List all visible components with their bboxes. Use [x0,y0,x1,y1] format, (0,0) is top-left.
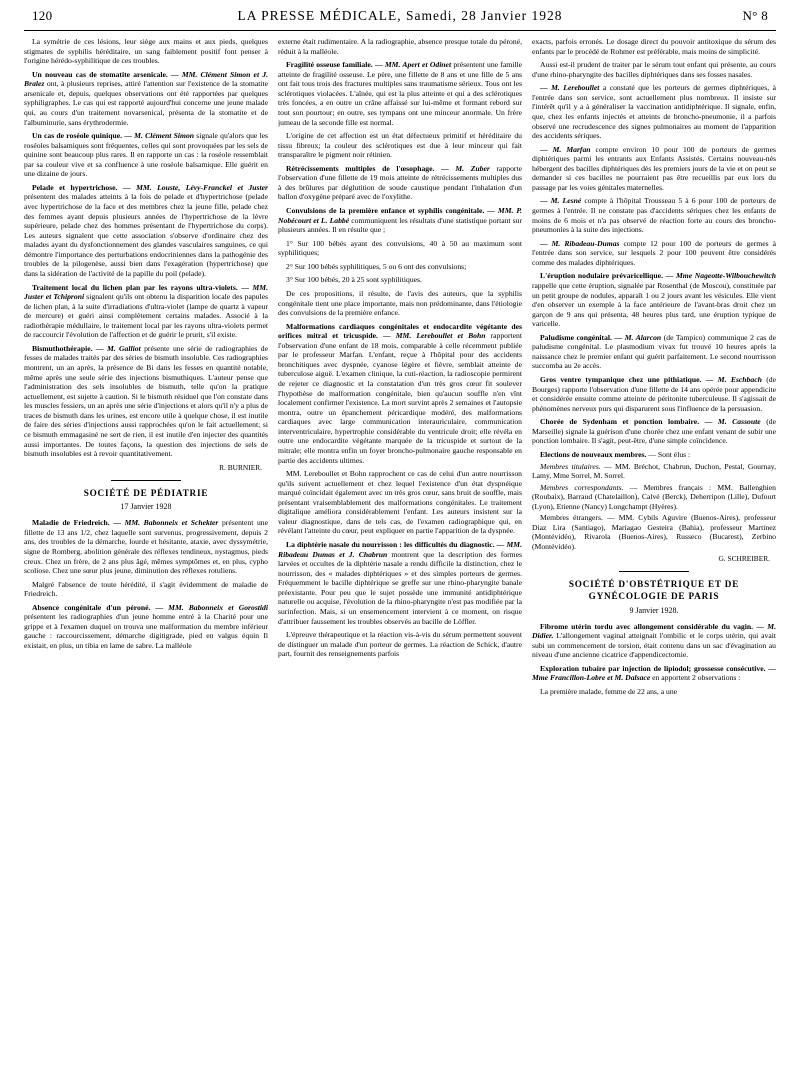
entry-text: (de Bourges) rapporte l'observation d'une fillette de 14 ans opérée pour appendicite et considérée ensuite comme atteinte de péritonite tuberculeuse. Il s'agissait de phénomènes nerveux purs qui disparurent sous l'influence de la persuasion. [532,375,776,413]
entry-text: présentent des malades atteints à la fois de pelade et d'hypertrichose (pelade avec hypertrichose de la face et des membres chez la jeune fille, pelade chez des femmes ayant depuis plusieurs années de l'hypertrichose de la lèvre supérieure, pelade chez des hommes présentant de l'hypertrichose du corps). Les auteurs signalent que cette association s'observe d'ordinaire chez des malades ayant du dysfonctionnement des glandes vasculaires sanguines, ce qui démontre l'importance des perturbations endocriniennes dans la pathogénie des troubles de la pilogenèse, aussi bien dans l'exagération (hypertrichose) que dans la sidération de l'activité de la papille du poil (pelade). [24,192,268,278]
entry-perone [24,603,268,651]
entry-text: — Sont élus : [648,449,691,459]
paragraph: L'origine de cet affection est un état défectueux primitif et héréditaire du tissu fibreux; la couleur des sclérotiques est due à leur minceur qui fait transparaître le pigment noir rétinien. [278,131,522,160]
entry-authors: — MM. Babonneix et Schekter [113,518,219,528]
entry-text: L'allongement vaginal atteignait l'ombilic et le corps utérin, qui avait subi un commencement de torsion, était contenu dans un sac d'évagination au niveau d'une ancienne cicatrice d'appendicectomie. [532,631,776,660]
elections [532,450,776,552]
paragraph: Aussi est-il prudent de traiter par le sérum tout enfant qui présente, au cours d'une rhino-pharyngite des bacilles diphtériques dans ses fosses nasales. [532,60,776,79]
entry-text: présentent une fillette de 13 ans 1/2, chez laquelle sont survenus, progressivement, depuis 2 ans, des troubles de la démarche, lourde et hésitante, ataxie, avec dyssymétrie, signe de Romberg, abolition générale des réflexes tendineux, nystagmus, pieds creux. Chez un frère, de 2 ans plus âgé, mêmes symptômes et, en plus, cypho scoliose. Chez une sœur plus jeune, diminution des réflexes rotuliens. [24,518,268,576]
entry-text: (de Tampico) communique 2 cas de paludisme congénital. Le plasmodium vivax fut trouvé 10 heures après la naissance chez le premier enfant qui guérit parfaitement. Le second nourrisson succomba au 2e accès. [532,332,776,371]
entry-text: rapportent l'observation d'une enfant de 18 mois, comparable à celle récemment publiée par le professeur Marfan. L'enfant, reçue à l'hôpital pour des accidents bronchitiques avec dyspnée, cyanose légère et fièvre, semblait atteinte de tuberculose aiguë. L'examen clinique, la cuti-réaction, la radioscopie permirent de rejeter ce diagnostic et la constatation d'un très gros cœur fit soulever l'hypothèse de malformation congénitale, bien qu'aucun souffle n'en vînt localement confirmer l'existence. La mort survint après 2 semaines et l'autopsie montra, outre un épanchement péricardique modéré, des malformations cardiaques avec large communication interauriculaire, communication interventriculaire, hypertrophie considérable du ventricule droit; elle révéla en outre une endocardite végétante marquée de la tricuspide et surtout de la mitrale; elle montra enfin un foyer broncho-pulmonaire gauche responsable en partie des accidents ultimes. [278,331,522,465]
entry-authors: — M. Lereboullet [540,83,600,93]
entry-authors: — MM. Babonneix et Gorostidi [155,602,268,612]
entry-title: Pelade et hypertrichose. [32,182,118,192]
entry-eruption [532,271,776,328]
members-correspondants [532,483,776,512]
entry-authors: — M. Eschbach [705,375,762,384]
entry-text: (de Marseille) signale la guérison d'une chorée chez une enfant venant de subir une ponction lombaire. Il s'agit, peut-être, d'une simple coïncidence. [532,417,776,446]
entry-lipiodol [532,664,776,683]
section-date: 17 Janvier 1928 [120,502,172,512]
entry-text: en apportent 2 observations : [652,673,741,683]
entry-authors: — M. Didier. [532,621,776,641]
entry-title: Bismuthothérapie. [32,343,93,353]
members-list: — MM. Bréchot, Chabrun, Duchon, Pestal, Gournay, Lamy, Mme Sorrel, M. Sorrel. [532,461,776,481]
entry-malformations [278,322,522,465]
entry-title: La diphtérie nasale du nourrisson : les difficultés du diagnostic. [286,540,495,549]
columns [24,37,776,1077]
entry-text: compte 12 pour 100 de porteurs de germes à l'entrée dans son service, sur lesquels 2 pour 100 peuvent être considérés comme des malades diphtériques. [532,238,776,267]
signature: R. BURNIER. [219,462,262,472]
entry-convulsions [278,206,522,235]
entry-choree [532,417,776,446]
elections-heading [532,450,776,460]
entry-fragilite [278,60,522,127]
paragraph: La symétrie de ces lésions, leur siège aux mains et aux pieds, quelques stigmates de syphilis héréditaire, un sang faiblement positif font penser à l'origine hérédo-syphilitique de ces troubles. [24,37,268,66]
entry-text: présentent les radiographies d'un jeune homme entré à la Charité pour une grippe et à l'examen duquel on trouva une malformation du membre inférieur gauche : raccourcissement, démarche digitigrade, pied en valgus équin Il existait, en plus, un tibia en lame de sabre. La malléole [24,612,268,651]
entry-authors: — MM. Apert et Odinet [374,60,452,70]
issue-number: N° 8 [742,8,768,23]
entry-diphterie [278,540,522,626]
entry-authors: — MM. Ribadeau Dumas et J. Chabrun [278,540,522,559]
entry-authors: — MM. Louste, Lévy-Franckel et Juster [122,182,268,192]
entry-authors: — MM. Clément Simon et J. Bralez [24,69,268,89]
journal-title: LA PRESSE MÉDICALE, Samedi, 28 Janvier 1928 [237,8,563,23]
list-item: 1° Sur 100 bébés ayant des convulsions, 40 à 50 au maximum sont syphilitiques; [278,238,522,258]
entry-text: signale qu'alors que les roséoles balsamiques sont fréquentes, celles qui sont provoquées par les sels de quinine sont beaucoup plus rares. Il en rapporte un cas : la roséole ressemblait par sa couleur vive et sa confluence à une roséole balsamique. Elle guérit en une dizaine de jours. [24,131,268,179]
entry-title: L'éruption nodulaire prévaricellique. [540,271,663,281]
entry-title: Absence congénitale d'un péroné. [32,602,151,612]
entry-pelade [24,183,268,279]
section-divider [619,571,689,572]
entry-fibrome [532,622,776,660]
entry-title: Convulsions de la première enfance et syphilis congénitale. [286,206,485,215]
entry-text: montrent que la description des formes larvées et occultes de la diphtérie nasale a rendu difficile la distinction, chez le nourrisson, des « malades diphtériques » et des simples porteurs de germes. Fréquemment le bacille diphtérique se greffe sur une rhino-pharyngite banale préexistante. Pour peu que le sujet possède une immunité antidiphtérique naturelle ou acquise, l'évolution de la rhino-pharyngite n'est pas modifiée par la surinfection. Mais, si un ensemencement intervient à ce moment, on risque d'attribuer faussement les troubles observés au bacille de Löffler. [278,549,522,626]
entry-title: Chorée de Sydenham et ponction lombaire. [540,417,700,427]
page-number: 120 [32,8,53,23]
entry-authors: — M. Marfan [540,144,591,154]
entry-marfan [532,145,776,193]
entry-authors: — M. Cassoute [704,417,761,427]
entry-text: présentent une famille atteinte de fragilité osseuse. Le père, une fillette de 8 ans et une fille de 5 ans ont fait tous trois des fractures multiples sans traumatisme sérieux. Tous ont les sclérotiques violacées. L'aînée, qui est la plus atteinte et qui a des sclérotiques très foncées, a en outre un crâne affaissé sur lui-même et formant rebord sur tout son pourtour; en outre, ses tympans ont une minceur anormale. Un frère jumeau de la seconde fille est normal. [278,60,522,127]
entry-authors: — M. Ribadeau-Dumas [540,238,620,248]
paragraph: exacts, parfois erronés. Le dosage direct du pouvoir antitoxique du sérum des enfants par le procédé de Rohmer est préférable, mais moins de simplicité. [532,37,776,56]
entry-title: Fragilité osseuse familiale. [286,60,373,70]
entry-oesophage [278,164,522,202]
section-date: 9 Janvier 1928. [629,605,679,615]
entry-authors: — M. Lesné [540,196,582,206]
entry-bismuth [24,344,268,459]
entry-lereboullet [532,83,776,140]
members-list: — Membres français : MM. Ballenghien (Roubaix), Barraud (Chatelaillon), Calvé (Berck), Deherripon (Lille), Dufourt (Lyon), Etienne (Nancy) Longchampt (Hyères). [532,482,776,511]
entry-paludisme [532,333,776,371]
entry-authors: — MM. P. Nobécourt et L. Labbé [278,206,522,225]
entry-authors: — M. Clément Simon [124,131,195,141]
entry-ribadeau [532,239,776,268]
members-titulaires [532,462,776,481]
entry-stomatite [24,70,268,127]
paragraph: La première malade, femme de 22 ans, a une [540,687,678,697]
entry-text: signalent qu'ils ont obtenu la disparition locale des papules de lichen plan, à la suite d'irradiations d'ultra-violet (lampe de quartz à vapeur de mercure) et guéri ainsi complètement certains malades. Associé à la radiothérapie médullaire, le traitement local par les rayons ultra-violets permet de raccourcir l'évolution de l'affection et de guérir le prurit, s'il existe. [24,292,268,340]
entry-title: Exploration tubaire par injection de lipiodol; grossesse consécutive. [540,663,766,673]
entry-title: Maladie de Friedreich. [32,518,110,528]
list-item: 3° Sur 100 bébés, 20 à 25 sont syphilitiques. [286,275,422,285]
entry-title: Fibrome utérin tordu avec allongement considérable du vagin. [540,621,753,631]
entry-lichen [24,283,268,340]
entry-authors: — M. Galliot [95,343,141,353]
entry-friedreich [24,518,268,575]
entry-lesne [532,196,776,234]
column-left [24,37,268,1077]
entry-ventre [532,375,776,413]
entry-title: Un nouveau cas de stomatite arsenicale. [32,69,168,79]
entry-title: Traitement local du lichen plan par les rayons ultra-violets. [32,282,238,292]
entry-authors: — Mme Francillon-Lobre et M. Dalsace [532,663,776,683]
members-label: Membres titulaires. [540,461,601,471]
signature: G. SCHREIBER. [718,553,770,563]
paragraph: externe était rudimentaire. A la radiographie, absence presque totale du péroné, réduit à la malléole. [278,37,522,56]
entry-text: ont, à plusieurs reprises, attiré l'attention sur l'existence de la stomatite arsenicale et, depuis, quelques observations ont été rapportées par quelques syphiligraphes. Le cas qui est rapporté aujourd'hui concerne une jeune malade qui, au cours d'un traitement novarsenical, présenta de la stomatite et de l'albuminurie, sans érythrodermie. [24,79,268,127]
paragraph: De ces propositions, il résulte, de l'avis des auteurs, que la syphilis congénitale tient une place importante, mais non prédominante, dans l'étiologie des convulsions de la première enfance. [278,288,522,318]
paragraph: L'épreuve thérapeutique et la réaction vis-à-vis du sérum permettent souvent de distinguer un malade d'un porteur de germes. La réaction de Schick, d'autre part, fournit des renseignements parfois [278,630,522,659]
section-divider [111,480,181,481]
entry-title: Gros ventre tympanique chez une pithiatique. [540,375,702,384]
entry-text: présente une série de radiographies de fesses de malades traités par des séries de bismuth insoluble. Ces radiographies montrent, un an après, la présence de Bi dans les fesses en quantité notable, même après une seule série des injections bismuthiques. L'auteur pense que l'administration des sels insolubles de bismuth, telle qu'on la pratique actuellement, est sujette à caution. Si le bismuth résiduel que l'on constate dans les muscles fessiers, un an après une série d'injections et alors qu'il n'y a plus de traces de bismuth dans les urines, est encore utile à quelque chose, il est inutile de faire des séries d'injections aussi rapprochées qu'on le fait actuellement; si ce bismuth emmagasiné ne sert de rien, il est inutile d'en injecter des quantités aussi importantes. De toutes façons, la question des injections de sels de bismuth insolubles est à revoir quantitativement. [24,343,268,459]
paragraph: MM. Lereboullet et Bohn rapprochent ce cas de celui d'un autre nourrisson qu'ils suivent actuellement et chez lequel l'existence d'un état dyspnéique marqué coïncidait également avec un très gros cœur, sans bruit de souffle, mais présentant vraisemblablement des malformations congénitales. Le traitement digitalique améliora considérablement l'enfant. Les auteurs insistent sur la valeur diagnostique, dans de tels cas, de l'examen radiographique qui, en révélant l'atteinte du cœur, peut expliquer en partie l'apparition de la dyspnée. [278,469,522,536]
entry-roseole [24,131,268,179]
members-label: Membres correspondants. [540,482,624,492]
entry-authors: — MM. Lereboullet et Bohn [383,331,486,341]
entry-text: rappelle que cette éruption, signalée par Rosenthal (de Moscou), constituée par un petit groupe de nodules, apparaît 1 ou 2 jours avant les vésicules. Elle vient d'en observer un exemple à la face antérieure de l'avant-bras droit chez un garçon de 9 ans qui présenta, 48 heures plus tard, une éruption typique de varicelle. [532,280,776,329]
entry-text: communiquent les résultats d'une statistique portant sur plusieurs années. Il en résulte que ; [278,215,522,235]
entry-authors: — Mme Nageotte-Wilbouchewitch [665,271,776,281]
entry-text: a constaté que les porteurs de germes diphtériques, à l'entrée dans son service, sont actuellement plus nombreux. Il insiste sur l'intérêt qu'il y a à généraliser la vaccination antidiphtérique. Il signale, enfin, que, chez les enfants injectés et atteints de broncho-pneumonie, il a parfois observé une recrudescence des signes pulmonaires au moment de l'apparition des accidents sériques. [532,83,776,141]
entry-title: Paludisme congénital. [540,332,612,342]
entry-title: Rétrécissements multiples de l'œsophage. [286,163,435,173]
paragraph: Malgré l'absence de toute hérédité, il s'agit évidemment de maladie de Friedreich. [24,579,268,599]
members-etrangers: Membres étrangers. — MM. Cybils Aguvire (Buenos-Aires), professeur Diaz Lira (Santiago), Mariagao Gesteira (Bahia), professeur Martinez (Montévidéo), Rivarola (Buenos-Aires), Russeco (Bucarest), Zerbino (Montévidéo). [532,513,776,551]
column-middle [278,37,522,1077]
entry-title: Elections de nouveaux membres. [540,449,647,459]
entry-title: Malformations cardiaques congénitales et endocardite végétante des orifices mitral et tricuspide. [278,321,522,341]
page-header [24,0,776,31]
entry-authors: — M. Zuber [441,163,490,173]
section-title: SOCIÉTÉ D'OBSTÉTRIQUE ET DE GYNÉCOLOGIE DE PARIS [568,578,740,602]
entry-authors: — M. Alarcon [614,332,662,342]
section-title: SOCIÉTÉ DE PÉDIATRIE [83,487,209,498]
list-item: 2° Sur 100 bébés syphilitiques, 5 ou 6 ont des convulsions; [286,261,467,271]
entry-text: rapporte l'observation d'une fillette de 19 mois atteinte de rétrécissements multiples dus à des brûlures par déglutition de soude caustique pendant l'inhalation d'un ballon d'oxygène préparé avec de l'oxylithe. [278,163,522,202]
entry-text: compte à l'hôpital Trousseau 5 à 6 pour 100 de porteurs de germes à l'entrée. Il ne constate pas d'accidents sériques chez les enfants de moins de 6 mois et n'a pas observé de réaction forte au cours des broncho-pneumonies à la suite des injections. [532,196,776,235]
entry-authors: — MM. Juster et Tchiproni [24,282,268,302]
entry-text: compte environ 10 pour 100 de porteurs de germes diphtériques parmi les entrants aux Enfants Assistés. Certains nouveau-nés hébergent des bacilles diphtériques dès les premiers jours de la vie et on peut se demander si ces bacilles ne pourraient pas être recueillis par eux lors du passage par les voies génitales maternelles. [532,144,776,192]
column-right [532,37,776,1077]
entry-title: Un cas de roséole quinique. [32,131,123,141]
